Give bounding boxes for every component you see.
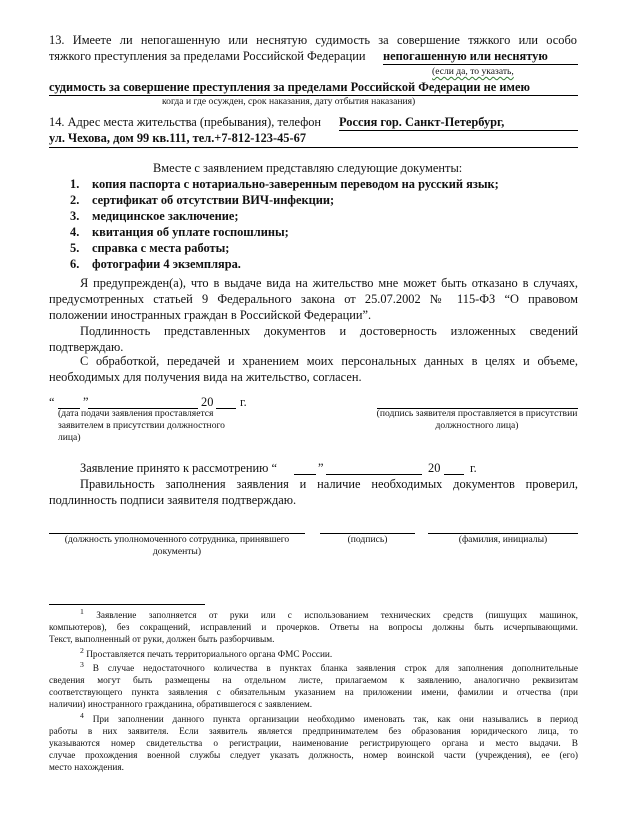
warning-line3: положении иностранных граждан в Российской Федерации”.: [49, 308, 372, 322]
q14-answer-underline-1: [339, 130, 578, 131]
warning-line1: Я предупрежден(а), что в выдаче вида на жительство мне может быть отказано в случаях,: [80, 276, 578, 290]
q14-prefix: 14. Адрес места жительства (пребывания), телефон: [49, 115, 322, 129]
q14-answer-underline-2: [49, 147, 578, 148]
authenticity-line2: подтверждаю.: [49, 340, 124, 354]
documents-list: [70, 177, 550, 277]
consent-line2: необходимых для получения вида на жительство, согласен.: [49, 370, 362, 384]
acceptance-check-line1: Правильность заполнения заявления и наличие необходимых документов проверил,: [80, 477, 578, 491]
date-year-suffix: г.: [240, 395, 247, 409]
acceptance-check-line2: подлинность подписи заявителя подтверждаю.: [49, 493, 297, 507]
q13-answer-part1[interactable]: непогашенную или неснятую: [383, 49, 548, 63]
officer-name-caption: (фамилия, инициалы): [458, 534, 548, 545]
footnote-1: $^1$ Заявление заполняется от руки или с использованием технических средств (пишущих машинок, компьютеров), без сокращений, исправлений и прочерков. Ответы на вопросы должны быть исчерпывающими. Текст, выполненный от руки, должен быть разборчивым.: [49, 607, 578, 646]
q14-answer-part1[interactable]: Россия гор. Санкт-Петербург,: [339, 115, 505, 129]
q13-answer-part2[interactable]: судимость за совершение преступления за пределами Российской Федерации не имею: [49, 80, 530, 94]
acceptance-text: Заявление принято к рассмотрению “: [80, 461, 278, 475]
acceptance-year-field[interactable]: [444, 474, 464, 475]
footnote-separator: [49, 604, 205, 605]
q13-caption: когда и где осужден, срок наказания, дату отбытия наказания): [162, 96, 416, 107]
q13-line1: 13. Имеете ли непогашенную или неснятую судимость за совершение тяжкого или особо: [49, 33, 577, 47]
footnote-mark: 2: [80, 646, 84, 655]
document-item: 6. фотографии 4 экземпляра.: [70, 257, 241, 271]
acceptance-month-field[interactable]: [326, 474, 422, 475]
officer-position-caption: (должность уполномоченного сотрудника, принявшего документы): [64, 534, 290, 557]
acceptance-year-suffix: г.: [470, 461, 477, 475]
date-quote-open: “: [49, 395, 55, 409]
acceptance-day-field[interactable]: [294, 474, 316, 475]
document-item: 4. квитанция об уплате госпошлины;: [70, 225, 289, 239]
date-year: 20: [201, 395, 214, 409]
document-item: 1. копия паспорта с нотариально-заверенным переводом на русский язык;: [70, 177, 499, 191]
acceptance-year: 20: [428, 461, 441, 475]
date-caption: (дата подачи заявления проставляется заявителем в присутствии должностного лица): [58, 408, 225, 443]
footnote-mark: 1: [80, 607, 84, 616]
q14-answer-part2[interactable]: ул. Чехова, дом 99 кв.111, тел.+7-812-123-45-67: [49, 131, 307, 145]
footnote-mark: 3: [80, 660, 84, 669]
consent-line1: С обработкой, передачей и хранением моих персональных данных в целях и объеме,: [80, 354, 578, 368]
applicant-signature-caption: (подпись заявителя проставляется в присутствии должностного лица): [376, 408, 578, 431]
document-item: 2. сертификат об отсутствии ВИЧ-инфекции;: [70, 193, 335, 207]
q13-hint: (если да, то указать,: [432, 66, 514, 77]
documents-intro: Вместе с заявлением представляю следующие документы:: [153, 161, 463, 175]
authenticity-line1: Подлинность представленных документов и достоверность изложенных сведений: [80, 324, 578, 338]
document-item: 3. медицинское заключение;: [70, 209, 239, 223]
footnote-3: $^3$ В случае недостаточного количества в пунктах бланка заявления строк для заполнения дополнительные сведения могут быть размещены на отдельном листе, прилагаемом к заявлению, аналогично реквизитам соответствующего пункта заявления с обязательным указанием на приложении имени, фамилии и отчества (при наличии) иностранного гражданина, обратившегося с заявлением.: [49, 660, 578, 711]
date-quote-close: ”: [83, 395, 89, 409]
footnote-2: $^2$ Проставляется печать территориального органа ФМС России.: [80, 646, 333, 661]
footnote-mark: 4: [80, 711, 84, 720]
officer-signature-caption: (подпись): [347, 534, 388, 545]
q13-line2-prefix: тяжкого преступления за пределами Российской Федерации: [49, 49, 366, 63]
q13-answer-underline-1: [383, 64, 578, 65]
acceptance-quote-close: ”: [318, 461, 324, 475]
warning-line2: предусмотренных статьей 9 Федерального закона от 25.07.2002 № 115-ФЗ “О правовом: [49, 292, 578, 306]
document-item: 5. справка с места работы;: [70, 241, 230, 255]
footnote-4: $^4$ При заполнении данного пункта организации необходимо именовать так, как они назывались в период работы в них заявителя. Если заявитель является предпринимателем без образования юридического лица, то указываются номер свидетельства о регистрации, наименование регистрирующего органа и место выдачи. В случае прохождения военной службы следует указать должность, номер воинской части (учреждения), ее (его) место нахождения.: [49, 711, 578, 774]
